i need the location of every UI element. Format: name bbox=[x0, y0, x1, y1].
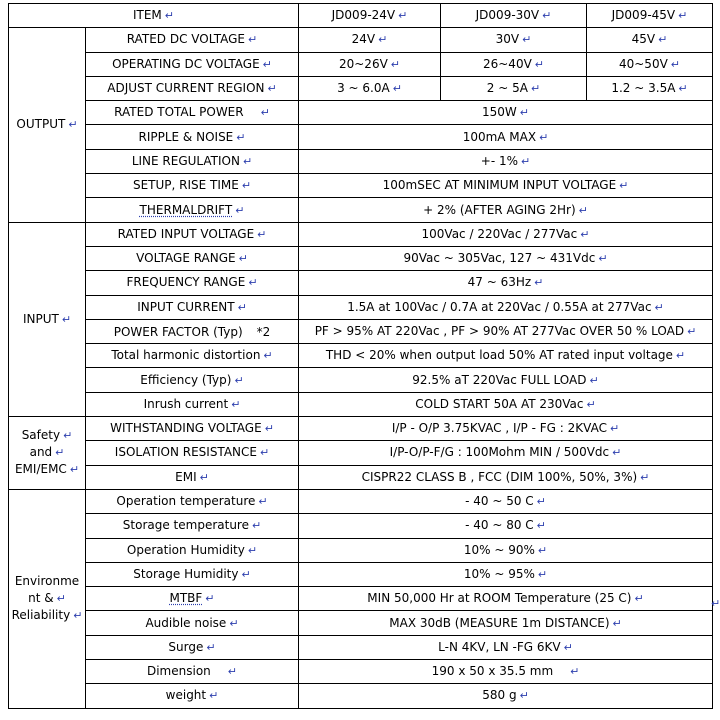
row-label: ISOLATION RESISTANCE ↵ bbox=[86, 441, 299, 465]
cell-value: MAX 30dB (MEASURE 1m DISTANCE) ↵ bbox=[299, 611, 713, 635]
row-label: Operation Humidity ↵ bbox=[86, 538, 299, 562]
group-environment: Environme nt & ↵ Reliability ↵ bbox=[9, 489, 86, 708]
row-label: Surge ↵ bbox=[86, 635, 299, 659]
table-row bbox=[9, 125, 713, 149]
row-label: Storage temperature ↵ bbox=[86, 514, 299, 538]
row-label: Audible noise ↵ bbox=[86, 611, 299, 635]
table-row bbox=[9, 174, 713, 198]
row-label: INPUT CURRENT ↵ bbox=[86, 295, 299, 319]
row-label: LINE REGULATION ↵ bbox=[86, 149, 299, 173]
table-row bbox=[9, 514, 713, 538]
cell-value: 10% ~ 90% ↵ bbox=[299, 538, 713, 562]
cell-value: 1.5A at 100Vac / 0.7A at 220Vac / 0.55A at 277Vac ↵ bbox=[299, 295, 713, 319]
cell-value: THD < 20% when output load 50% AT rated input voltage ↵ bbox=[299, 344, 713, 368]
table-row bbox=[9, 271, 713, 295]
table-row bbox=[9, 246, 713, 270]
table-row bbox=[9, 52, 713, 76]
header-model-30v: JD009-30V ↵ bbox=[441, 4, 587, 28]
cell-value: +- 1% ↵ bbox=[299, 149, 713, 173]
table-row bbox=[9, 684, 713, 708]
row-label: Inrush current ↵ bbox=[86, 392, 299, 416]
row-label: Dimension ↵ bbox=[86, 660, 299, 684]
table-row bbox=[9, 660, 713, 684]
table-row bbox=[9, 635, 713, 659]
cell-value: 90Vac ~ 305Vac, 127 ~ 431Vdc ↵ bbox=[299, 246, 713, 270]
cell-value: - 40 ~ 50 C ↵ bbox=[299, 489, 713, 513]
cell-value: + 2% (AFTER AGING 2Hr) ↵ bbox=[299, 198, 713, 222]
cell-value: 100mSEC AT MINIMUM INPUT VOLTAGE ↵ bbox=[299, 174, 713, 198]
cell-value: 10% ~ 95% ↵ bbox=[299, 562, 713, 586]
cell-value: 190 x 50 x 35.5 mm ↵ bbox=[299, 660, 713, 684]
table-row bbox=[9, 587, 713, 611]
cell-value: 1.2 ~ 3.5A ↵ bbox=[587, 76, 713, 100]
group-safety: Safety ↵ and ↵ EMI/EMC ↵ bbox=[9, 417, 86, 490]
row-label: VOLTAGE RANGE ↵ bbox=[86, 246, 299, 270]
row-label: WITHSTANDING VOLTAGE ↵ bbox=[86, 417, 299, 441]
table-row bbox=[9, 319, 713, 343]
row-label: SETUP, RISE TIME ↵ bbox=[86, 174, 299, 198]
header-model-45v: JD009-45V ↵ bbox=[587, 4, 713, 28]
table-row bbox=[9, 611, 713, 635]
margin-mark: ↵ bbox=[711, 597, 720, 610]
row-label: FREQUENCY RANGE ↵ bbox=[86, 271, 299, 295]
table-row bbox=[9, 465, 713, 489]
row-label: RATED INPUT VOLTAGE ↵ bbox=[86, 222, 299, 246]
cell-value: 40~50V ↵ bbox=[587, 52, 713, 76]
row-label: Efficiency (Typ) ↵ bbox=[86, 368, 299, 392]
row-label: ADJUST CURRENT REGION ↵ bbox=[86, 76, 299, 100]
row-label: weight ↵ bbox=[86, 684, 299, 708]
table-row bbox=[9, 489, 713, 513]
row-label: RATED TOTAL POWER ↵ bbox=[86, 101, 299, 125]
table-row bbox=[9, 101, 713, 125]
cell-value: 100mA MAX ↵ bbox=[299, 125, 713, 149]
row-label: OPERATING DC VOLTAGE ↵ bbox=[86, 52, 299, 76]
cell-value: I/P-O/P-F/G : 100Mohm MIN / 500Vdc ↵ bbox=[299, 441, 713, 465]
row-label: RATED DC VOLTAGE ↵ bbox=[86, 28, 299, 52]
cell-value: 26~40V ↵ bbox=[441, 52, 587, 76]
table-row bbox=[9, 149, 713, 173]
cell-value: 100Vac / 220Vac / 277Vac ↵ bbox=[299, 222, 713, 246]
group-output: OUTPUT ↵ bbox=[9, 28, 86, 222]
row-label: RIPPLE & NOISE ↵ bbox=[86, 125, 299, 149]
row-label: POWER FACTOR (Typ) *2 bbox=[86, 319, 299, 343]
table-row bbox=[9, 344, 713, 368]
table-row bbox=[9, 198, 713, 222]
row-label: EMI ↵ bbox=[86, 465, 299, 489]
table-row bbox=[9, 28, 713, 52]
header-model-24v: JD009-24V ↵ bbox=[299, 4, 441, 28]
table-row bbox=[9, 392, 713, 416]
table-row bbox=[9, 538, 713, 562]
cell-value: L-N 4KV, LN -FG 6KV ↵ bbox=[299, 635, 713, 659]
header-item: ITEM ↵ bbox=[9, 4, 299, 28]
table-row bbox=[9, 76, 713, 100]
table-row bbox=[9, 295, 713, 319]
table-row bbox=[9, 222, 713, 246]
row-label: MTBF ↵ bbox=[86, 587, 299, 611]
cell-value: 24V ↵ bbox=[299, 28, 441, 52]
row-label: Total harmonic distortion ↵ bbox=[86, 344, 299, 368]
footnote-ref: *2 bbox=[256, 324, 271, 339]
cell-value: COLD START 50A AT 230Vac ↵ bbox=[299, 392, 713, 416]
table-row bbox=[9, 441, 713, 465]
cell-value: MIN 50,000 Hr at ROOM Temperature (25 C) ↵ bbox=[299, 587, 713, 611]
table-row bbox=[9, 368, 713, 392]
table-row bbox=[9, 417, 713, 441]
cell-value: 47 ~ 63Hz ↵ bbox=[299, 271, 713, 295]
table-row bbox=[9, 562, 713, 586]
cell-value: 3 ~ 6.0A ↵ bbox=[299, 76, 441, 100]
spec-table bbox=[8, 3, 713, 709]
row-label: Storage Humidity ↵ bbox=[86, 562, 299, 586]
cell-value: - 40 ~ 80 C ↵ bbox=[299, 514, 713, 538]
cell-value: 580 g ↵ bbox=[299, 684, 713, 708]
cell-value: 30V ↵ bbox=[441, 28, 587, 52]
cell-value: PF > 95% AT 220Vac , PF > 90% AT 277Vac OVER 50 % LOAD ↵ bbox=[299, 319, 713, 343]
group-input: INPUT ↵ bbox=[9, 222, 86, 416]
cell-value: 2 ~ 5A ↵ bbox=[441, 76, 587, 100]
row-label: Operation temperature ↵ bbox=[86, 489, 299, 513]
cell-value: 20~26V ↵ bbox=[299, 52, 441, 76]
header-row bbox=[9, 4, 713, 28]
cell-value: 45V ↵ bbox=[587, 28, 713, 52]
cell-value: 150W ↵ bbox=[299, 101, 713, 125]
cell-value: 92.5% aT 220Vac FULL LOAD ↵ bbox=[299, 368, 713, 392]
row-label: THERMALDRIFT ↵ bbox=[86, 198, 299, 222]
cell-value: CISPR22 CLASS B , FCC (DIM 100%, 50%, 3%) ↵ bbox=[299, 465, 713, 489]
cell-value: I/P - O/P 3.75KVAC , I/P - FG : 2KVAC ↵ bbox=[299, 417, 713, 441]
